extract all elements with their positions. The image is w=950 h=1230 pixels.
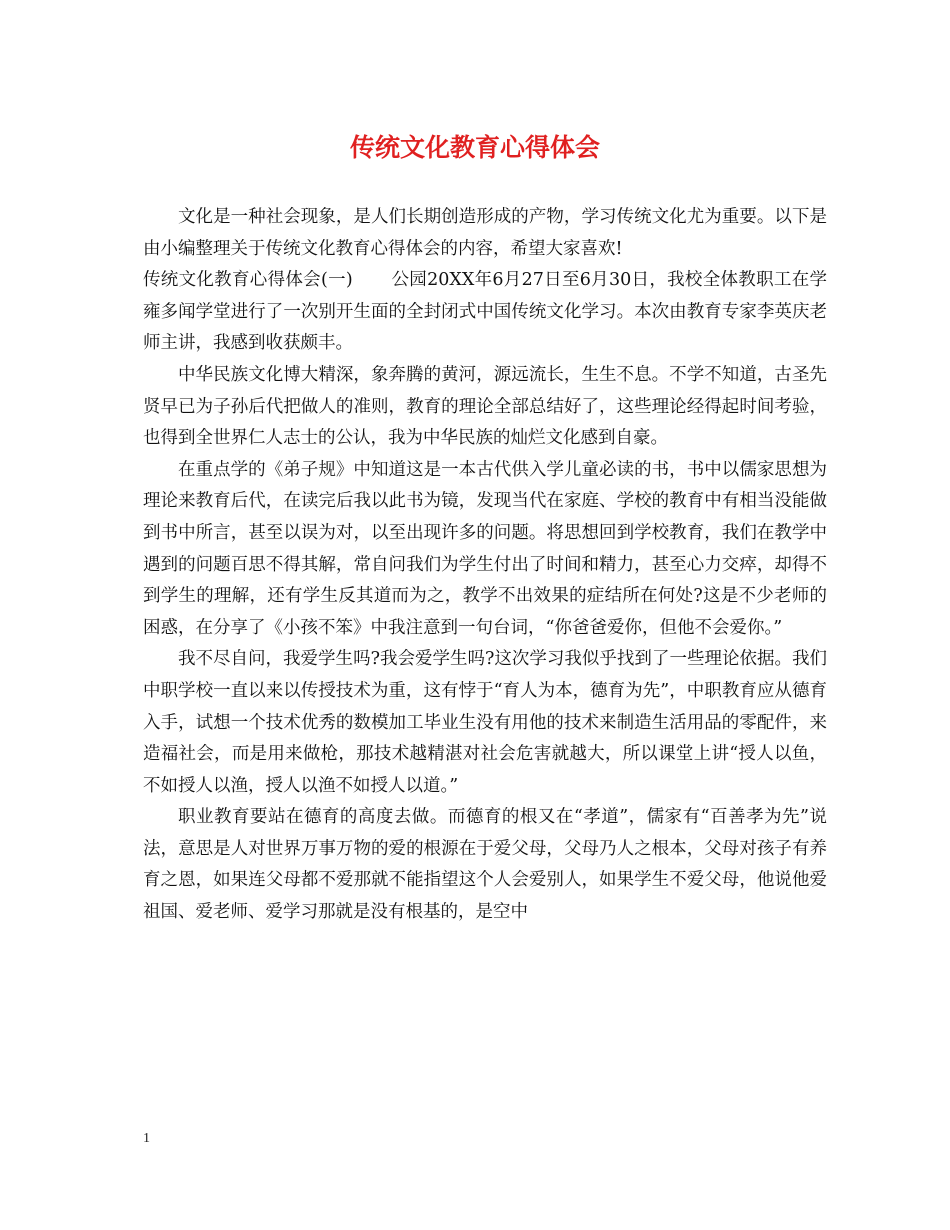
document-body — [143, 202, 827, 929]
paragraph-culture: 中华民族文化博大精深，象奔腾的黄河，源远流长，生生不息。不学不知道，古圣先贤早已为子孙后代把做人的准则，教育的理论全部总结好了，这些理论经得起时间考验，也得到全世界仁人志士的公认，我为中华民族的灿烂文化感到自豪。 — [143, 364, 827, 449]
section-first-paragraph — [143, 265, 827, 360]
paragraph-moral-education: 职业教育要站在德育的高度去做。而德育的根又在“孝道”，儒家有“百善孝为先”说法，意思是人对世界万事万物的爱的根源在于爱父母，父母乃人之根本，父母对孩子有养育之恩，如果连父母都不爱那就不能指望这个人会爱别人，如果学生不爱父母，他说他爱祖国、爱老师、爱学习那就是没有根基的，是空中 — [143, 807, 827, 923]
intro-paragraph: 文化是一种社会现象，是人们长期创造形成的产物，学习传统文化尤为重要。以下是由小编整理关于传统文化教育心得体会的内容，希望大家喜欢! — [143, 207, 827, 259]
document-title: 传统文化教育心得体会 — [349, 133, 600, 162]
section-heading: 传统文化教育心得体会(一) — [143, 270, 353, 291]
page-number: 1 — [143, 1131, 150, 1146]
section-first-text: 公园20XX年6月27日至6月30日，我校全体教职工在学雍多闻学堂进行了一次别开生面的全封闭式中国传统文化学习。本次由教育专家李英庆老师主讲，我感到收获颇丰。 — [143, 270, 827, 354]
paragraph-self-question: 我不尽自问，我爱学生吗?我会爱学生吗?这次学习我似乎找到了一些理论依据。我们中职学校一直以来以传授技术为重，这有悖于“育人为本，德育为先”，中职教育应从德育入手，试想一个技术优秀的数模加工毕业生没有用他的技术来制造生活用品的零配件，来造福社会，而是用来做枪，那技术越精湛对社会危害就越大，所以课堂上讲“授人以鱼，不如授人以渔，授人以渔不如授人以道。” — [143, 649, 827, 796]
paragraph-dizigui: 在重点学的《弟子规》中知道这是一本古代供入学儿童必读的书，书中以儒家思想为理论来教育后代，在读完后我以此书为镜，发现当代在家庭、学校的教育中有相当没能做到书中所言，甚至以误为对，以至出现许多的问题。将思想回到学校教育，我们在教学中遇到的问题百思不得其解，常自问我们为学生付出了时间和精力，甚至心力交瘁，却得不到学生的理解，还有学生反其道而为之，教学不出效果的症结所在何处?这是不少老师的困惑，在分享了《小孩不笨》中我注意到一句台词，“你爸爸爱你，但他不会爱你。” — [143, 459, 827, 638]
